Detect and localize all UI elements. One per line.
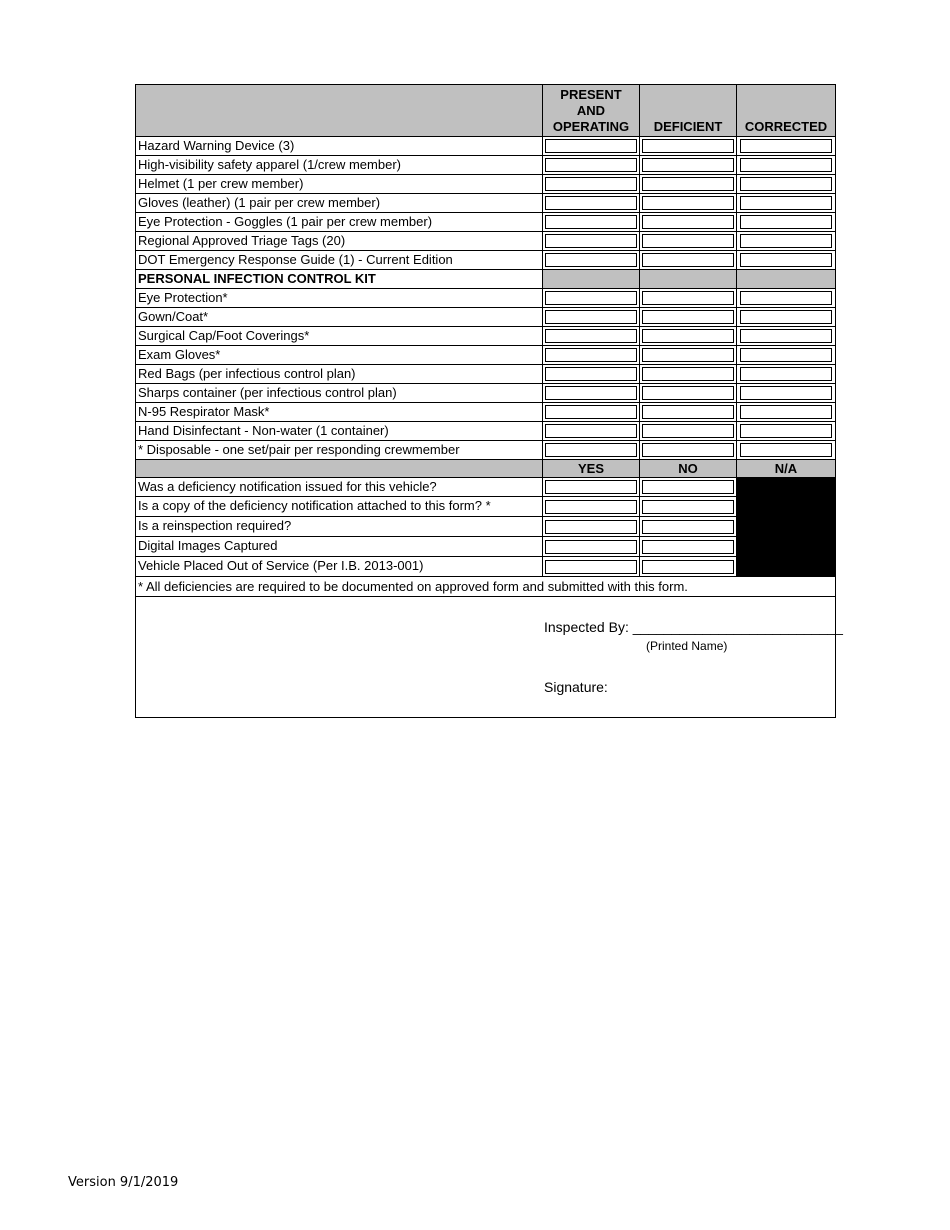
table-header xyxy=(136,85,835,137)
na-cell-blocked xyxy=(737,497,835,516)
equipment-row xyxy=(136,213,835,232)
deficient-checkbox[interactable] xyxy=(642,139,734,153)
equipment-row xyxy=(136,137,835,156)
check-cell xyxy=(737,384,835,402)
check-cell xyxy=(640,232,737,250)
check-cell xyxy=(543,194,640,212)
header-na: N/A xyxy=(774,461,798,476)
check-cell xyxy=(543,156,640,174)
check-cell xyxy=(737,422,835,440)
answer-cell xyxy=(640,478,737,496)
check-cell xyxy=(543,327,640,345)
check-cell xyxy=(543,346,640,364)
answer-cell xyxy=(543,517,640,536)
check-cell xyxy=(640,194,737,212)
item-label: Exam Gloves* xyxy=(136,346,543,364)
present-operating-checkbox[interactable] xyxy=(545,196,637,210)
deficient-checkbox[interactable] xyxy=(642,291,734,305)
equipment-row xyxy=(136,194,835,213)
question-label: Digital Images Captured xyxy=(136,537,543,556)
item-label: Hand Disinfectant - Non-water (1 container) xyxy=(136,422,543,440)
no-checkbox[interactable] xyxy=(642,560,734,574)
item-label: DOT Emergency Response Guide (1) - Current Edition xyxy=(136,251,543,269)
infection-item-row xyxy=(136,327,835,346)
check-cell xyxy=(737,289,835,307)
yes-checkbox[interactable] xyxy=(545,540,637,554)
corrected-checkbox[interactable] xyxy=(740,234,832,248)
question-label: Is a reinspection required? xyxy=(136,517,543,536)
check-cell xyxy=(737,403,835,421)
check-cell xyxy=(640,175,737,193)
no-checkbox[interactable] xyxy=(642,520,734,534)
inspection-form xyxy=(135,84,843,718)
infection-item-row xyxy=(136,365,835,384)
check-cell xyxy=(737,156,835,174)
present-operating-checkbox[interactable] xyxy=(545,386,637,400)
present-operating-checkbox[interactable] xyxy=(545,291,637,305)
corrected-checkbox[interactable] xyxy=(740,139,832,153)
infection-item-row xyxy=(136,403,835,422)
present-operating-checkbox[interactable] xyxy=(545,158,637,172)
check-cell xyxy=(640,308,737,326)
corrected-checkbox[interactable] xyxy=(740,348,832,362)
equipment-row xyxy=(136,156,835,175)
answer-cell xyxy=(640,557,737,576)
corrected-checkbox[interactable] xyxy=(740,310,832,324)
answer-cell xyxy=(640,517,737,536)
footnote: * All deficiencies are required to be documented on approved form and submitted with this form. xyxy=(136,577,835,597)
answer-cell xyxy=(543,478,640,496)
check-cell xyxy=(543,308,640,326)
item-label: N-95 Respirator Mask* xyxy=(136,403,543,421)
present-operating-checkbox[interactable] xyxy=(545,329,637,343)
check-cell xyxy=(543,175,640,193)
check-cell xyxy=(737,232,835,250)
corrected-checkbox[interactable] xyxy=(740,367,832,381)
inspected-by-field[interactable]: Inspected By: ___________________________ xyxy=(544,619,843,635)
deficient-checkbox[interactable] xyxy=(642,253,734,267)
check-cell xyxy=(640,137,737,155)
answer-cell xyxy=(543,537,640,556)
na-cell-blocked xyxy=(737,517,835,536)
equipment-row xyxy=(136,251,835,270)
corrected-checkbox[interactable] xyxy=(740,329,832,343)
check-cell xyxy=(737,175,835,193)
deficient-checkbox[interactable] xyxy=(642,348,734,362)
header-blank xyxy=(136,85,543,136)
present-operating-checkbox[interactable] xyxy=(545,367,637,381)
equipment-row xyxy=(136,175,835,194)
deficient-checkbox[interactable] xyxy=(642,424,734,438)
item-label: Red Bags (per infectious control plan) xyxy=(136,365,543,383)
header-line: PRESENT xyxy=(560,87,622,102)
check-cell xyxy=(737,346,835,364)
header-present-operating xyxy=(543,85,640,136)
question-row xyxy=(136,497,835,517)
equipment-row xyxy=(136,232,835,251)
present-operating-checkbox[interactable] xyxy=(545,348,637,362)
check-cell xyxy=(640,251,737,269)
check-cell xyxy=(543,441,640,459)
check-cell xyxy=(737,194,835,212)
present-operating-checkbox[interactable] xyxy=(545,405,637,419)
check-cell xyxy=(737,441,835,459)
question-row xyxy=(136,478,835,497)
deficient-checkbox[interactable] xyxy=(642,215,734,229)
header-no: NO xyxy=(640,460,737,477)
check-cell xyxy=(543,232,640,250)
infection-item-row xyxy=(136,384,835,403)
deficient-checkbox[interactable] xyxy=(642,443,734,457)
check-cell xyxy=(737,213,835,231)
item-label: * Disposable - one set/pair per responding crewmember xyxy=(136,441,543,459)
no-checkbox[interactable] xyxy=(642,480,734,494)
no-checkbox[interactable] xyxy=(642,540,734,554)
present-operating-checkbox[interactable] xyxy=(545,234,637,248)
header-line: AND xyxy=(576,103,606,118)
present-operating-checkbox[interactable] xyxy=(545,177,637,191)
corrected-checkbox[interactable] xyxy=(740,443,832,457)
no-checkbox[interactable] xyxy=(642,500,734,514)
present-operating-checkbox[interactable] xyxy=(545,443,637,457)
item-label: Gown/Coat* xyxy=(136,308,543,326)
printed-name-label: (Printed Name) xyxy=(646,639,728,653)
item-label: Regional Approved Triage Tags (20) xyxy=(136,232,543,250)
na-cell-blocked xyxy=(737,537,835,556)
item-label: Helmet (1 per crew member) xyxy=(136,175,543,193)
present-operating-checkbox[interactable] xyxy=(545,253,637,267)
deficient-checkbox[interactable] xyxy=(642,196,734,210)
check-cell xyxy=(640,403,737,421)
corrected-checkbox[interactable] xyxy=(740,291,832,305)
yes-checkbox[interactable] xyxy=(545,480,637,494)
check-cell xyxy=(543,403,640,421)
corrected-checkbox[interactable] xyxy=(740,215,832,229)
signature-area xyxy=(136,597,843,717)
present-operating-checkbox[interactable] xyxy=(545,215,637,229)
yes-checkbox[interactable] xyxy=(545,500,637,514)
question-label: Is a copy of the deficiency notification attached to this form? * xyxy=(136,497,543,516)
present-operating-checkbox[interactable] xyxy=(545,310,637,324)
section-header-infection-kit xyxy=(136,270,835,289)
header-line: OPERATING xyxy=(552,119,630,134)
deficient-checkbox[interactable] xyxy=(642,386,734,400)
deficient-checkbox[interactable] xyxy=(642,177,734,191)
corrected-checkbox[interactable] xyxy=(740,177,832,191)
answer-cell xyxy=(640,537,737,556)
check-cell xyxy=(737,327,835,345)
item-label: Eye Protection - Goggles (1 pair per crew member) xyxy=(136,213,543,231)
yes-no-header-blank xyxy=(136,460,543,477)
na-cell-blocked xyxy=(737,478,835,496)
corrected-checkbox[interactable] xyxy=(740,424,832,438)
check-cell xyxy=(640,327,737,345)
check-cell xyxy=(737,365,835,383)
check-cell xyxy=(543,384,640,402)
question-label: Vehicle Placed Out of Service (Per I.B. 2013-001) xyxy=(136,557,543,576)
present-operating-checkbox[interactable] xyxy=(545,139,637,153)
yes-no-header xyxy=(136,460,835,478)
question-row xyxy=(136,537,835,557)
deficient-checkbox[interactable] xyxy=(642,158,734,172)
check-cell xyxy=(640,422,737,440)
infection-item-row xyxy=(136,308,835,327)
item-label: Sharps container (per infectious control plan) xyxy=(136,384,543,402)
deficient-checkbox[interactable] xyxy=(642,329,734,343)
deficient-checkbox[interactable] xyxy=(642,405,734,419)
header-deficient: DEFICIENT xyxy=(640,85,737,136)
check-cell xyxy=(737,137,835,155)
corrected-checkbox[interactable] xyxy=(740,253,832,267)
item-label: Eye Protection* xyxy=(136,289,543,307)
header-yes: YES xyxy=(543,460,640,477)
check-cell xyxy=(543,289,640,307)
check-cell xyxy=(543,137,640,155)
version-label: Version 9/1/2019 xyxy=(68,1175,179,1190)
question-row xyxy=(136,517,835,537)
header-corrected: CORRECTED xyxy=(744,119,828,134)
section-cell xyxy=(737,270,835,288)
item-label: Gloves (leather) (1 pair per crew member) xyxy=(136,194,543,212)
corrected-checkbox[interactable] xyxy=(740,158,832,172)
deficient-checkbox[interactable] xyxy=(642,234,734,248)
check-cell xyxy=(640,213,737,231)
answer-cell xyxy=(640,497,737,516)
check-cell xyxy=(737,308,835,326)
corrected-checkbox[interactable] xyxy=(740,386,832,400)
infection-item-row xyxy=(136,289,835,308)
signature-label: Signature: xyxy=(544,679,608,695)
item-label: Surgical Cap/Foot Coverings* xyxy=(136,327,543,345)
item-label: Hazard Warning Device (3) xyxy=(136,137,543,155)
check-cell xyxy=(543,213,640,231)
check-cell xyxy=(543,365,640,383)
deficient-checkbox[interactable] xyxy=(642,310,734,324)
corrected-checkbox[interactable] xyxy=(740,196,832,210)
present-operating-checkbox[interactable] xyxy=(545,424,637,438)
na-cell-blocked xyxy=(737,557,835,576)
deficient-checkbox[interactable] xyxy=(642,367,734,381)
section-cell xyxy=(543,270,640,288)
section-title: PERSONAL INFECTION CONTROL KIT xyxy=(136,270,543,288)
check-cell xyxy=(543,422,640,440)
question-label: Was a deficiency notification issued for this vehicle? xyxy=(136,478,543,496)
check-cell xyxy=(640,384,737,402)
infection-item-row xyxy=(136,441,835,460)
item-label: High-visibility safety apparel (1/crew member) xyxy=(136,156,543,174)
infection-item-row xyxy=(136,346,835,365)
yes-checkbox[interactable] xyxy=(545,560,637,574)
check-cell xyxy=(640,365,737,383)
yes-checkbox[interactable] xyxy=(545,520,637,534)
answer-cell xyxy=(543,557,640,576)
check-cell xyxy=(543,251,640,269)
section-cell xyxy=(640,270,737,288)
question-row xyxy=(136,557,835,577)
answer-cell xyxy=(543,497,640,516)
check-cell xyxy=(640,289,737,307)
check-cell xyxy=(640,441,737,459)
check-cell xyxy=(640,156,737,174)
corrected-checkbox[interactable] xyxy=(740,405,832,419)
check-cell xyxy=(640,346,737,364)
infection-item-row xyxy=(136,422,835,441)
check-cell xyxy=(737,251,835,269)
